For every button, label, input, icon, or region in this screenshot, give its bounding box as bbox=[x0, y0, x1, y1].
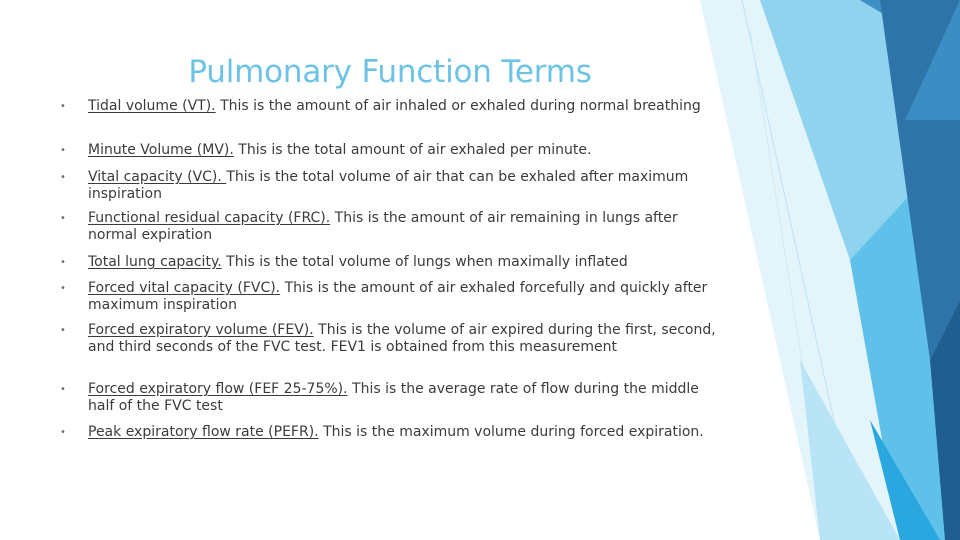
item-text bbox=[88, 142, 728, 159]
term-label: Minute Volume (MV). bbox=[88, 142, 234, 158]
bullet: • bbox=[60, 325, 66, 336]
bullet: • bbox=[60, 101, 66, 112]
bullet: • bbox=[60, 384, 66, 395]
bullet: • bbox=[60, 172, 66, 183]
term-label: Forced vital capacity (FVC). bbox=[88, 280, 281, 296]
term-definition: This is the total volume of lungs when maximally inflated bbox=[221, 254, 628, 270]
term-definition: This is the average rate of flow during the middle half of the FVC test bbox=[88, 381, 699, 414]
term-definition: This is the amount of air remaining in lungs after normal expiration bbox=[88, 210, 678, 243]
term-definition: This is the maximum volume during forced expiration. bbox=[318, 424, 704, 440]
item-text bbox=[88, 254, 728, 271]
item-text bbox=[88, 322, 728, 355]
item-text bbox=[88, 280, 728, 313]
term-label: Total lung capacity. bbox=[88, 254, 222, 270]
slide-title: Pulmonary Function Terms bbox=[188, 54, 592, 90]
bullet: • bbox=[60, 283, 66, 294]
bullet: • bbox=[60, 145, 66, 156]
term-definition: This is the total volume of air that can be exhaled after maximum inspiration bbox=[88, 169, 689, 202]
term-label: Vital capacity (VC). bbox=[88, 169, 227, 185]
term-label: Forced expiratory volume (FEV). bbox=[88, 322, 314, 338]
term-definition: This is the volume of air expired during the first, second, and third seconds of the FVC test. FEV1 is obtained from this measurement bbox=[88, 322, 716, 355]
term-label: Tidal volume (VT). bbox=[88, 98, 216, 114]
item-text bbox=[88, 381, 728, 414]
item-text bbox=[88, 424, 728, 441]
term-label: Functional residual capacity (FRC). bbox=[88, 210, 331, 226]
item-text bbox=[88, 169, 728, 202]
bullet: • bbox=[60, 427, 66, 438]
term-label: Peak expiratory flow rate (PEFR). bbox=[88, 424, 319, 440]
term-definition: This is the amount of air exhaled forcefully and quickly after maximum inspiration bbox=[88, 280, 708, 313]
item-text bbox=[88, 210, 728, 243]
term-definition: This is the total amount of air exhaled per minute. bbox=[233, 142, 592, 158]
item-text bbox=[88, 98, 728, 115]
bullet: • bbox=[60, 257, 66, 268]
bullet: • bbox=[60, 213, 66, 224]
term-definition: This is the amount of air inhaled or exhaled during normal breathing bbox=[215, 98, 701, 114]
term-label: Forced expiratory flow (FEF 25-75%). bbox=[88, 381, 348, 397]
